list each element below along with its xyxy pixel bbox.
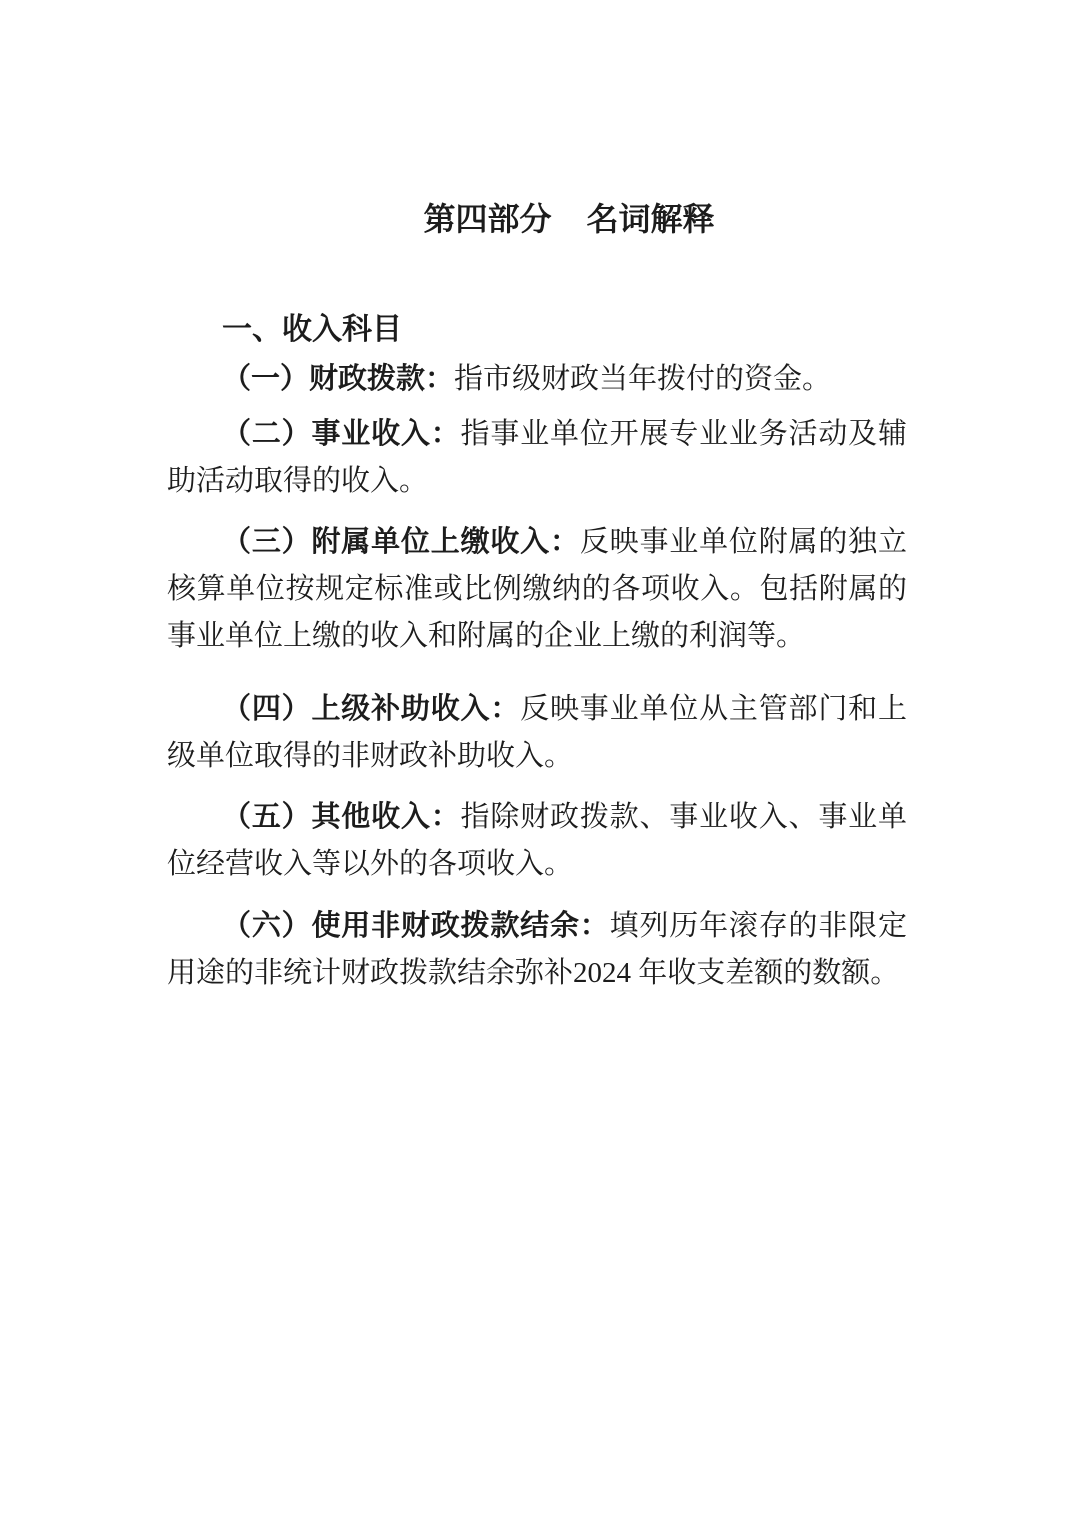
paragraph-lead: （四）上级补助收入： bbox=[222, 693, 521, 725]
paragraph-body: 反映事业单位从主管部门和上级单位取得的非财政补助收入。 bbox=[167, 693, 907, 772]
paragraph-lead: （三）附属单位上缴收入： bbox=[222, 526, 580, 558]
paragraph-body: 指市级财政当年拨付的资金。 bbox=[454, 363, 832, 395]
paragraph-fiscal-appropriation bbox=[167, 356, 907, 403]
document-title-part2: 名词解释 bbox=[586, 201, 715, 237]
paragraph-body: 指除财政拨款、事业收入、事业单位经营收入等以外的各项收入。 bbox=[167, 801, 907, 880]
paragraph-body: 指事业单位开展专业业务活动及辅助活动取得的收入。 bbox=[167, 418, 907, 497]
paragraph-body: 反映事业单位附属的独立核算单位按规定标准或比例缴纳的各项收入。包括附属的事业单位上缴的收入和附属的企业上缴的利润等。 bbox=[167, 526, 907, 652]
document-title bbox=[0, 0, 1074, 243]
paragraph-lead: （五）其他收入： bbox=[222, 801, 461, 833]
paragraph-lead: （二）事业收入： bbox=[222, 418, 461, 450]
document-title-part1: 第四部分 bbox=[423, 201, 552, 237]
paragraph-subsidiary-remittance-income bbox=[167, 519, 907, 660]
paragraph-non-fiscal-carryover bbox=[167, 903, 907, 997]
paragraph-operational-income bbox=[167, 411, 907, 505]
paragraph-lead: （一）财政拨款： bbox=[222, 363, 455, 395]
paragraph-lead: （六）使用非财政拨款结余： bbox=[222, 910, 610, 942]
paragraph-other-income bbox=[167, 794, 907, 888]
section-heading-income-categories: 一、收入科目 bbox=[222, 313, 402, 346]
paragraph-body: 填列历年滚存的非限定用途的非统计财政拨款结余弥补2024 年收支差额的数额。 bbox=[167, 910, 907, 989]
paragraph-superior-subsidy-income bbox=[167, 686, 907, 780]
document-body bbox=[167, 306, 907, 997]
